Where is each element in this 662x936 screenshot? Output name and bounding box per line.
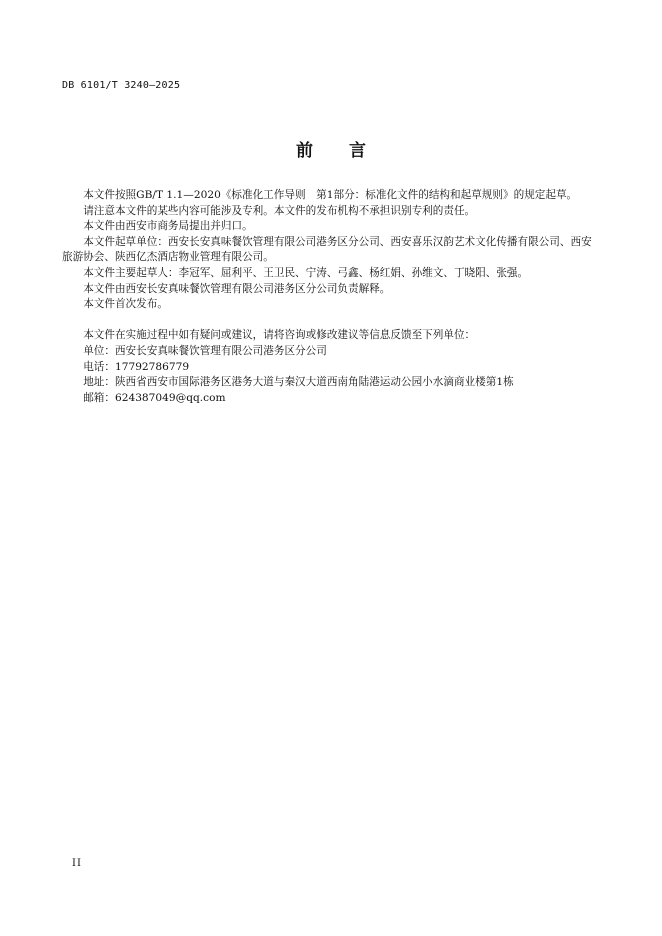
page-title: 前言: [296, 141, 402, 161]
paragraph-drafters: 本文件主要起草人：李冠军、屈利平、王卫民、宁涛、弓鑫、杨红娟、孙维文、丁晓阳、张强。: [83, 266, 529, 279]
paragraph-gap: [62, 313, 592, 329]
paragraph-proposer: 本文件由西安市商务局提出并归口。: [83, 220, 253, 233]
paragraph-first-release: 本文件首次发布。: [83, 298, 168, 311]
contact-email: 邮箱：624387049@qq.com: [83, 391, 226, 404]
paragraph-patent-notice: 请注意本文件的某些内容可能涉及专利。本文件的发布机构不承担识别专利的责任。: [83, 204, 476, 217]
foreword-body: [62, 188, 592, 406]
page-number: II: [72, 858, 82, 869]
contact-unit: 单位：西安长安真味餐饮管理有限公司港务区分公司: [83, 344, 327, 357]
contact-phone: 电话：17792786779: [83, 360, 190, 373]
paragraph-drafting-rules: 本文件按照GB/T 1.1—2020《标准化工作导则 第1部分：标准化文件的结构和起草规则》的规定起草。: [83, 189, 578, 201]
document-code: DB 6101/T 3240—2025: [62, 80, 181, 91]
paragraph-drafting-units: 本文件起草单位：西安长安真味餐饮管理有限公司港务区分公司、西安喜乐汉韵艺术文化传播有限公司、西安旅游协会、陕西亿杰酒店物业管理有限公司。: [62, 235, 592, 264]
contact-address: 地址：陕西省西安市国际港务区港务大道与秦汉大道西南角陆港运动公园小水滴商业楼第1栋: [83, 376, 514, 389]
paragraph-interpretation: 本文件由西安长安真味餐饮管理有限公司港务区分公司负责解释。: [83, 282, 391, 295]
contact-intro: 本文件在实施过程中如有疑问或建议，请将咨询或修改建议等信息反馈至下列单位：: [83, 329, 476, 342]
